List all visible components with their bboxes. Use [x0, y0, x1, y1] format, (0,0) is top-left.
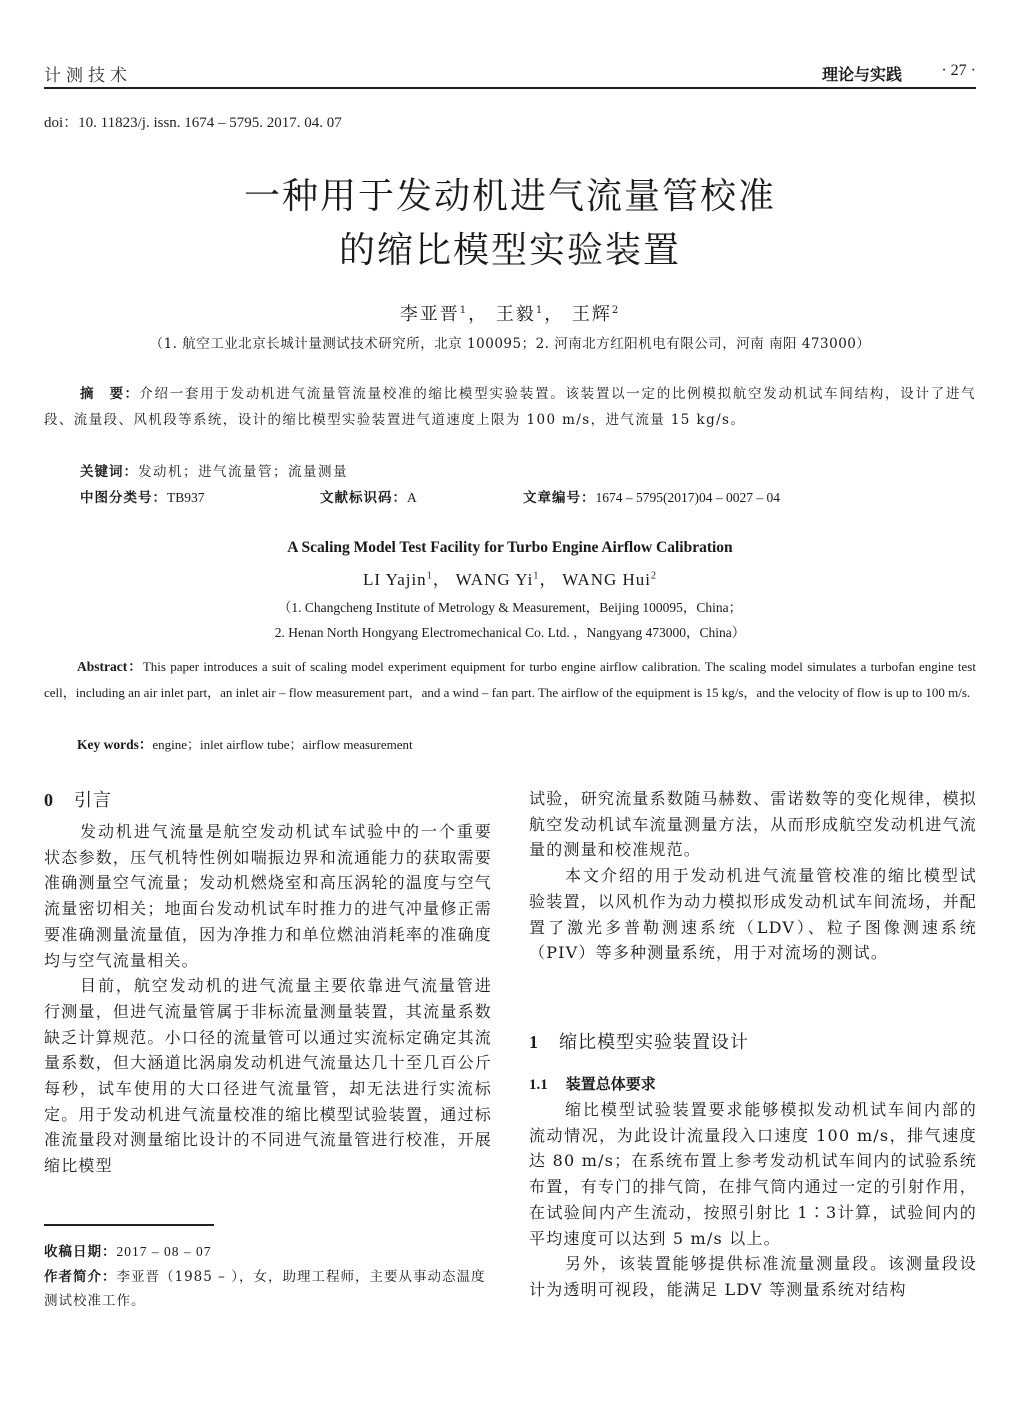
abstract-en: [44, 654, 976, 706]
keywords-cn: [80, 460, 348, 480]
keywords-en-label: Key words：: [77, 737, 153, 752]
doc-code: [320, 486, 417, 506]
article-number: [523, 486, 780, 506]
paragraph: 试验，研究流量系数随马赫数、雷诺数等的变化规律，模拟航空发动机试车流量测量方法，从而形成航空发动机进气流量的测量和校准规范。: [529, 789, 977, 860]
author-affiliation-mark: 2: [611, 305, 621, 316]
doc-code-label: 文献标识码：: [320, 490, 407, 506]
abstract-en-text: This paper introduces a suit of scaling model experiment equipment for turbo engine airflow calibration. The scaling model simulates a turbofan engine test cell，including an air inlet part，an inlet air – flow measurement part，and a wind – fan part. The airflow of the equipment is 15 kg/s，and the velocity of flow is up to 100 m/s.: [44, 659, 976, 700]
section-title: 缩比模型实验装置设计: [559, 1032, 749, 1053]
bio-value: 李亚晋（1985 – ），女，助理工程师，主要从事动态温度测试校准工作。: [44, 1269, 486, 1309]
author-name: 王毅: [495, 304, 536, 325]
affiliation-en-line-1: （1. Changcheng Institute of Metrology & Measurement，Beijing 100095，China；: [277, 600, 743, 615]
keywords-cn-label: 关键词：: [80, 464, 138, 480]
english-title: A Scaling Model Test Facility for Turbo Engine Airflow Calibration: [287, 539, 733, 556]
section-title: 引言: [74, 790, 112, 811]
author-bio: [44, 1265, 496, 1313]
author-name: 李亚晋: [399, 304, 460, 325]
affiliation-en-line-2: 2. Henan North Hongyang Electromechanical Co. Ltd. ，Nangyang 473000，China）: [274, 625, 746, 640]
author-affiliation-mark: 1: [533, 570, 540, 582]
abstract-cn-label: 摘 要：: [80, 386, 140, 402]
column-name: 理论与实践: [821, 65, 902, 84]
clc-number: [80, 486, 205, 506]
authors-cn: 李亚晋$^1$， 王毅$^1$， 王辉$^2$: [399, 304, 621, 325]
doi[interactable]: doi：10. 11823/j. issn. 1674 – 5795. 2017. 04. 07: [44, 115, 342, 131]
author-name-en: WANG Hui: [562, 570, 652, 589]
subsection-title: 装置总体要求: [565, 1075, 656, 1093]
paragraph: 发动机进气流量是航空发动机试车试验中的一个重要状态参数，压气机特性例如喘振边界和流通能力的获取需要准确测量空气流量；发动机燃烧室和高压涡轮的温度与空气流量密切相关；地面台发动机试车时推力的进气冲量修正需要准确测量流量值，因为净推力和单位燃油消耗率的准确度均与空气流量相关。: [44, 822, 492, 970]
bio-label: 作者简介：: [44, 1269, 117, 1285]
author-affiliation-mark: 1: [426, 570, 433, 582]
doc-code-value: A: [407, 490, 417, 505]
author-affiliation-mark: 1: [535, 305, 545, 316]
author-affiliation-mark: 1: [459, 305, 469, 316]
keywords-en: [77, 733, 413, 753]
section-heading-1: [529, 1028, 749, 1054]
abstract-cn-text: 介绍一套用于发动机进气流量管流量校准的缩比模型实验装置。该装置以一定的比例模拟航空发动机试车间结构，设计了进气段、流量段、风机段等系统，设计的缩比模型实验装置进气道速度上限为 100 m/s，进气流量 15 kg/s。: [44, 386, 977, 428]
article-number-label: 文章编号：: [523, 490, 596, 506]
section-number: 0: [44, 790, 54, 810]
right-column-bottom: [529, 1097, 977, 1303]
keywords-en-text: engine；inlet airflow tube；airflow measurement: [152, 737, 413, 752]
author-name-en: LI Yajin: [362, 570, 427, 589]
abstract-en-label: Abstract：: [77, 659, 143, 674]
abstract-cn: [44, 381, 976, 433]
paragraph: 本文介绍的用于发动机进气流量管校准的缩比模型试验装置，以风机作为动力模拟形成发动机试车间流场，并配置了激光多普勒测速系统（LDV）、粒子图像测速系统（PIV）等多种测量系统，用于对流场的测试。: [529, 866, 977, 963]
paragraph: 缩比模型试验装置要求能够模拟发动机试车间内部的流动情况，为此设计流量段入口速度 100 m/s，排气速度达 80 m/s；在系统布置上参考发动机试车间内的试验系统布置，有专门的排气筒，在排气筒内通过一定的引射作用，在试验间内产生流动，按照引射比 1∶3计算，试验间内的平均速度可以达到 5 m/s 以上。: [529, 1100, 977, 1248]
keywords-cn-text: 发动机；进气流量管；流量测量: [138, 464, 348, 480]
affiliation-cn: （1. 航空工业北京长城计量测试技术研究所，北京 100095；2. 河南北方红阳机电有限公司，河南 南阳 473000）: [149, 336, 871, 352]
authors-en: LI Yajin$^1$， WANG Yi$^1$， WANG Hui$^2$: [362, 570, 658, 589]
subsection-heading-1-1: [529, 1073, 656, 1094]
received-date: [44, 1240, 496, 1264]
paper-title-line-2: 的缩比模型实验装置: [338, 230, 681, 271]
paragraph: 另外，该装置能够提供标准流量测量段。该测量段设计为透明可视段，能满足 LDV 等测量系统对结构: [529, 1254, 977, 1299]
section-number: 1: [529, 1032, 539, 1052]
author-affiliation-mark: 2: [651, 570, 658, 582]
footnote-rule: [44, 1224, 214, 1226]
page-number: · 27 ·: [941, 62, 976, 79]
author-name-en: WANG Yi: [455, 570, 534, 589]
journal-name: 计测技术: [44, 66, 132, 86]
received-label: 收稿日期：: [44, 1244, 117, 1260]
right-column-top: [529, 786, 977, 966]
article-number-value: 1674 – 5795(2017)04 – 0027 – 04: [595, 490, 780, 505]
left-column: [44, 819, 492, 1179]
paper-title-line-1: 一种用于发动机进气流量管校准: [243, 176, 776, 217]
section-heading-0: [44, 786, 112, 812]
clc-label: 中图分类号：: [80, 490, 167, 506]
paragraph: 目前，航空发动机的进气流量主要依靠进气流量管进行测量，但进气流量管属于非标流量测量装置，其流量系数缺乏计算规范。小口径的流量管可以通过实流标定确定其流量系数，但大涵道比涡扇发动机进气流量达几十至几百公斤每秒，试车使用的大口径进气流量管，却无法进行实流标定。用于发动机进气流量校准的缩比模型试验装置，通过标准流量段对测量缩比设计的不同进气流量管进行校准，开展缩比模型: [44, 976, 492, 1176]
subsection-number: 1.1: [529, 1077, 548, 1093]
author-name: 王辉: [571, 304, 612, 325]
header-rule: [44, 87, 976, 89]
clc-value: TB937: [167, 490, 205, 505]
received-value: 2017 – 08 – 07: [116, 1244, 212, 1259]
